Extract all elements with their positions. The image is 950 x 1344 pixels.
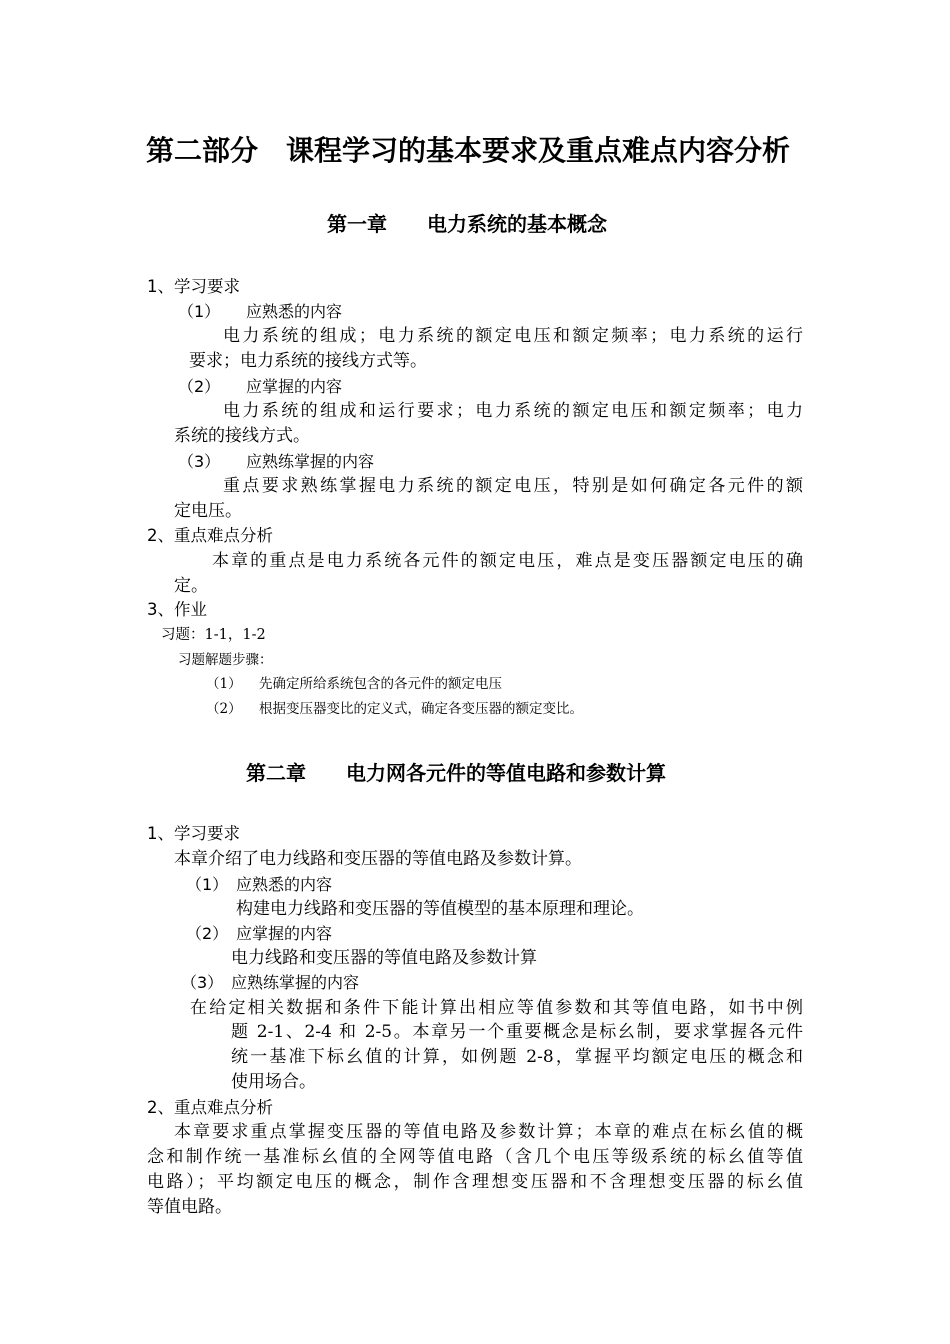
ch1-item3-text-line1: 重点要求熟练掌握电力系统的额定电压，特别是如何确定各元件的额 — [223, 476, 803, 496]
ch1-item1-text-line1: 电力系统的组成；电力系统的额定电压和额定频率；电力系统的运行 — [223, 326, 803, 346]
ch2-item1-label: （1） — [186, 875, 229, 894]
ch1-step1-label: （1） — [206, 676, 242, 692]
ch2-study-requirements-heading: 1、学习要求 — [147, 824, 240, 843]
ch1-step2-text: 根据变压器变比的定义式，确定各变压器的额定变比。 — [259, 701, 583, 717]
ch2-item3-text-line2: 题 2-1、2-4 和 2-5。本章另一个重要概念是标幺制，要求掌握各元件 — [231, 1022, 803, 1042]
ch1-key-points-line2: 定。 — [174, 576, 208, 596]
ch1-item1-title: 应熟悉的内容 — [246, 302, 343, 321]
ch2-key-points-line2: 念和制作统一基准标幺值的全网等值电路（含几个电压等级系统的标幺值等值 — [147, 1147, 803, 1167]
document-title: 第二部分 课程学习的基本要求及重点难点内容分析 — [146, 134, 791, 167]
ch1-step2-label: （2） — [206, 701, 242, 717]
ch1-homework-heading: 3、作业 — [147, 600, 207, 619]
ch1-item2-label: （2） — [178, 377, 221, 396]
chapter-1-title: 第一章 电力系统的基本概念 — [327, 212, 607, 236]
ch2-item3-title: 应熟练掌握的内容 — [231, 973, 360, 992]
ch1-item3-text-line2: 定电压。 — [174, 501, 242, 521]
ch1-key-points-heading: 2、重点难点分析 — [147, 526, 273, 545]
ch1-key-points-line1: 本章的重点是电力系统各元件的额定电压，难点是变压器额定电压的确 — [212, 551, 803, 571]
ch1-item3-title: 应熟练掌握的内容 — [246, 452, 375, 471]
ch2-key-points-line1: 本章要求重点掌握变压器的等值电路及参数计算；本章的难点在标幺值的概 — [174, 1122, 803, 1142]
ch1-homework-exercises: 习题：1-1，1-2 — [161, 627, 266, 643]
ch2-item3-text-line4: 使用场合。 — [231, 1072, 316, 1092]
ch1-item3-label: （3） — [178, 452, 221, 471]
ch2-intro: 本章介绍了电力线路和变压器的等值电路及参数计算。 — [174, 849, 582, 869]
ch1-item2-text-line1: 电力系统的组成和运行要求；电力系统的额定电压和额定频率；电力 — [223, 401, 803, 421]
ch2-item3-text-line1: 在给定相关数据和条件下能计算出相应等值参数和其等值电路，如书中例 — [190, 998, 803, 1018]
ch1-study-requirements-heading: 1、学习要求 — [147, 277, 240, 296]
ch2-item1-text: 构建电力线路和变压器的等值模型的基本原理和理论。 — [236, 899, 644, 919]
ch1-steps-title: 习题解题步骤： — [178, 652, 273, 668]
ch2-key-points-heading: 2、重点难点分析 — [147, 1098, 273, 1117]
ch2-item3-text-line3: 统一基准下标幺值的计算，如例题 2-8，掌握平均额定电压的概念和 — [231, 1047, 803, 1067]
ch2-item2-label: （2） — [186, 924, 229, 943]
ch1-item2-title: 应掌握的内容 — [246, 377, 343, 396]
ch1-step1-text: 先确定所给系统包含的各元件的额定电压 — [259, 676, 502, 692]
ch1-item1-label: （1） — [178, 302, 221, 321]
ch1-item2-text-line2: 系统的接线方式。 — [174, 426, 310, 446]
chapter-2-title: 第二章 电力网各元件的等值电路和参数计算 — [246, 761, 666, 785]
ch2-key-points-line3: 电路）；平均额定电压的概念，制作含理想变压器和不含理想变压器的标幺值 — [147, 1172, 803, 1192]
ch1-item1-text-line2: 要求；电力系统的接线方式等。 — [189, 351, 427, 371]
ch2-key-points-line4: 等值电路。 — [147, 1197, 232, 1217]
ch2-item2-title: 应掌握的内容 — [236, 924, 333, 943]
ch2-item2-text: 电力线路和变压器的等值电路及参数计算 — [231, 948, 537, 968]
ch2-item1-title: 应熟悉的内容 — [236, 875, 333, 894]
ch2-item3-label: （3） — [181, 973, 224, 992]
